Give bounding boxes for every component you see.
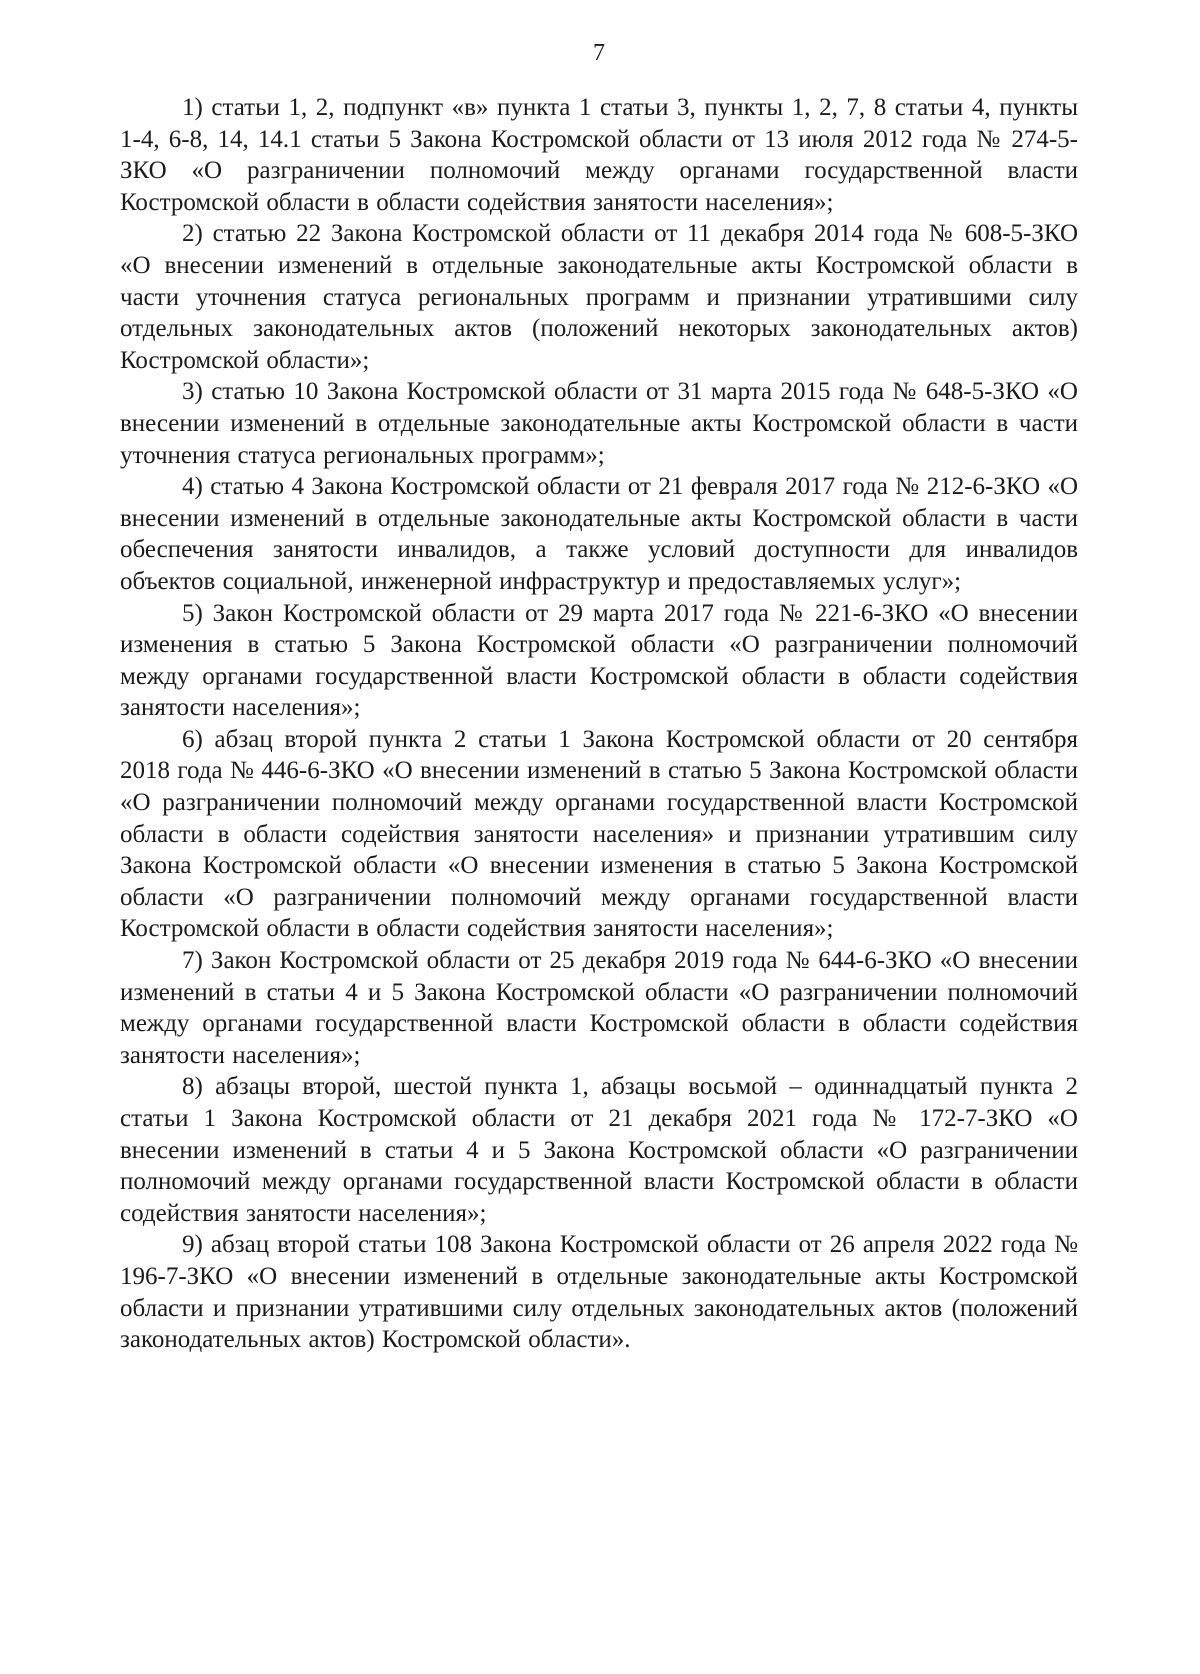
paragraph-3: 3) статью 10 Закона Костромской области от 31 марта 2015 года № 648-5-ЗКО «О внесении изменений в отдельные законодательные акты Костромской области в части уточнения статуса региональных программ»; xyxy=(120,378,1078,469)
paragraph-4: 4) статью 4 Закона Костромской области от 21 февраля 2017 года № 212-6-ЗКО «О внесении изменений в отдельные законодательные акты Костромской области в части обеспечения занятости инвалидов, а также условий доступности для инвалидов объектов социальной, инженерной инфраструктур и предоставляемых услуг»; xyxy=(120,473,1078,595)
paragraph-8: 8) абзацы второй, шестой пункта 1, абзацы восьмой – одиннадцатый пункта 2 статьи 1 Закона Костромской области от 21 декабря 2021 года № 172-7-ЗКО «О внесении изменений в статьи 4 и 5 Закона Костромской области «О разграничении полномочий между органами государственной власти Костромской области в области содействия занятости населения»; xyxy=(120,1073,1078,1227)
paragraph-6: 6) абзац второй пункта 2 статьи 1 Закона Костромской области от 20 сентября 2018 года № 446-6-ЗКО «О внесении изменений в статью 5 Закона Костромской области «О разграничении полномочий между органами государственной власти Костромской области в области содействия занятости населения» и признании утратившим силу Закона Костромской области «О внесении изменения в статью 5 Закона Костромской области «О разграничении полномочий между органами государственной власти Костромской области в области содействия занятости населения»; xyxy=(120,725,1078,943)
paragraph-2: 2) статью 22 Закона Костромской области от 11 декабря 2014 года № 608-5-ЗКО «О внесении изменений в отдельные законодательные акты Костромской области в части уточнения статуса региональных программ и признании утратившими силу отдельных законодательных актов (положений некоторых законодательных актов) Костромской области»; xyxy=(120,220,1078,374)
paragraph-5: 5) Закон Костромской области от 29 марта 2017 года № 221-6-ЗКО «О внесении изменения в статью 5 Закона Костромской области «О разграничении полномочий между органами государственной власти Костромской области в области содействия занятости населения»; xyxy=(120,599,1078,722)
page-number: 7 xyxy=(593,40,605,66)
paragraph-9: 9) абзац второй статьи 108 Закона Костромской области от 26 апреля 2022 года № 196-7-ЗКО «О внесении изменений в отдельные законодательные акты Костромской области и признании утратившими силу отдельных законодательных актов (положений законодательных актов) Костромской области». xyxy=(120,1231,1078,1354)
paragraph-1: 1) статьи 1, 2, подпункт «в» пункта 1 статьи 3, пункты 1, 2, 7, 8 статьи 4, пункты 1-4, 6-8, 14, 14.1 статьи 5 Закона Костромской области от 13 июля 2012 года № 274-5-ЗКО «О разграничении полномочий между органами государственной власти Костромской области в области содействия занятости населения»; xyxy=(120,94,1078,216)
document-body xyxy=(120,92,1078,1356)
paragraph-7: 7) Закон Костромской области от 25 декабря 2019 года № 644-6-ЗКО «О внесении изменений в статьи 4 и 5 Закона Костромской области «О разграничении полномочий между органами государственной власти Костромской области в области содействия занятости населения»; xyxy=(120,947,1078,1069)
